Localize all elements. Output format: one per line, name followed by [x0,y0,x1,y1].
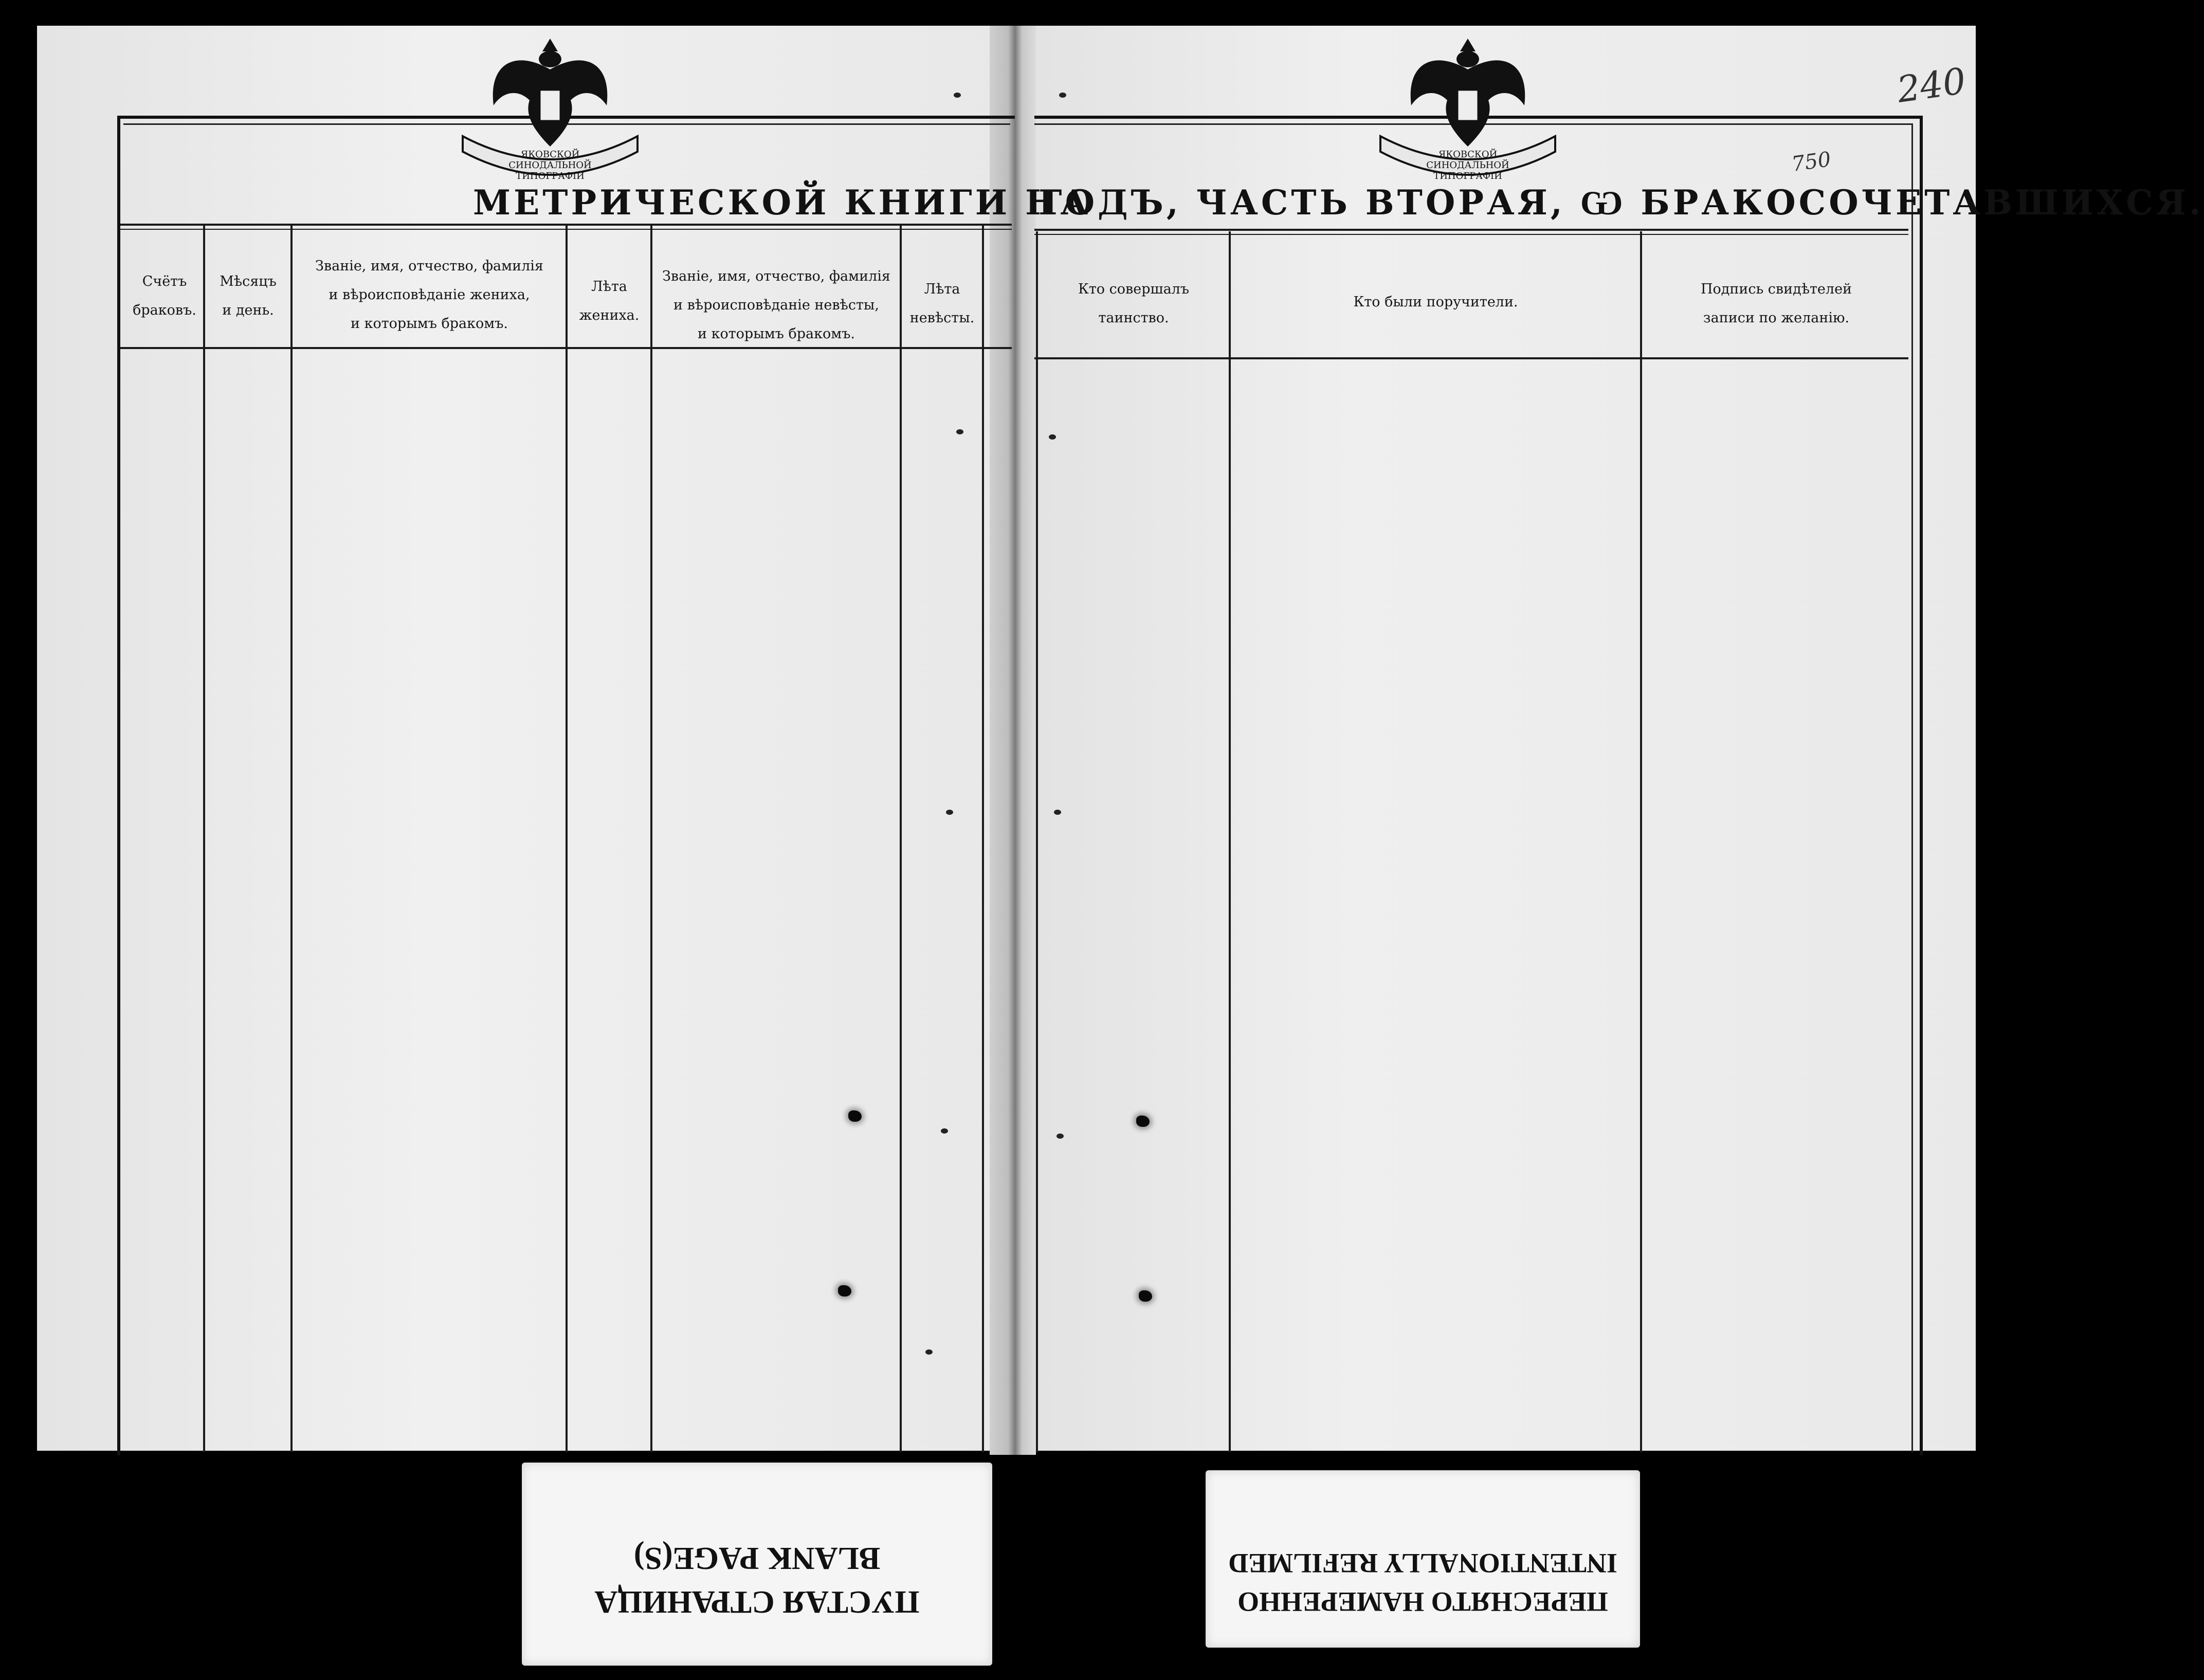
right-header-top-line [1034,229,1908,231]
refilmed-card-ru: ПЕРЕСНЯТО НАМЕРЕННО [1237,1586,1608,1617]
left-col-divider-5 [900,224,902,1452]
left-col-divider-3 [566,224,568,1452]
blank-page-card [522,1463,992,1666]
left-col-divider-2 [290,224,293,1452]
right-col-divider-2 [1640,231,1642,1452]
col-header-month-day: Мѣсяцъ и день. [220,273,277,318]
col-header-bride: Званіе, имя, отчество, фамилія и вѣроисповѣданіе невѣсты, и которымъ бракомъ. [662,268,890,342]
binding-hole [1136,1116,1150,1127]
col-header-witness-signature: Подпись свидѣтелей записи по желанію. [1700,281,1852,326]
right-header-top-line-2 [1034,234,1908,235]
punch-mark [946,810,953,815]
page-number-handwritten: 750 [1790,147,1833,177]
left-col-divider-6 [982,224,984,1452]
col-header-groom-age: Лѣта жениха. [579,279,640,323]
right-col-divider-1 [1229,231,1231,1452]
col-header-groom: Званіе, имя, отчество, фамилія и вѣроисповѣданіе жениха, и которымъ бракомъ. [315,258,543,332]
title-right: ГОДЪ, ЧАСТЬ ВТОРАЯ, Ѡ БРАКОСОЧЕТАВШИХСЯ. [1039,182,2204,223]
right-frame-inner-vline [1911,123,1913,1452]
punch-mark [1054,810,1061,815]
col-header-guarantors: Кто были поручители. [1353,294,1518,310]
refilmed-card [1206,1470,1640,1648]
punch-mark [1057,1134,1064,1139]
left-col-divider-1 [203,224,205,1452]
col-header-bride-age: Лѣта невѣсты. [909,281,975,326]
punch-mark [954,93,961,98]
col-header-marriage-count: Счётъ браковъ. [133,273,196,318]
punch-mark [925,1349,933,1355]
binding-hole [848,1110,862,1122]
right-col-divider-0 [1036,231,1038,1452]
left-emblem-text: ЯКОВСКОЙ СИНОДАЛЬНОЙ ТИПОГРАФІИ [508,149,592,181]
left-col-divider-4 [650,224,652,1452]
right-header-bottom-line [1034,357,1908,359]
blank-page-card-ru: ПУСТАЯ СТРАНИЦА [594,1584,920,1619]
blank-page-card-en: BLANK PAGE(S) [633,1541,881,1576]
binding-hole [838,1285,851,1296]
punch-mark [1059,93,1066,98]
punch-mark [941,1128,948,1134]
col-header-officiant: Кто совершалъ таинство. [1078,281,1190,326]
binding-hole [1139,1290,1152,1302]
punch-mark [956,429,963,434]
title-left: МЕТРИЧЕСКОЙ КНИГИ НА [473,182,1091,223]
right-emblem-text: ЯКОВСКОЙ СИНОДАЛЬНОЙ ТИПОГРАФІИ [1426,149,1509,181]
page-number-stamped: 240 [1894,60,1969,111]
refilmed-card-en: INTENTIONALLY REFILMED [1228,1548,1617,1579]
punch-mark [1049,434,1056,440]
